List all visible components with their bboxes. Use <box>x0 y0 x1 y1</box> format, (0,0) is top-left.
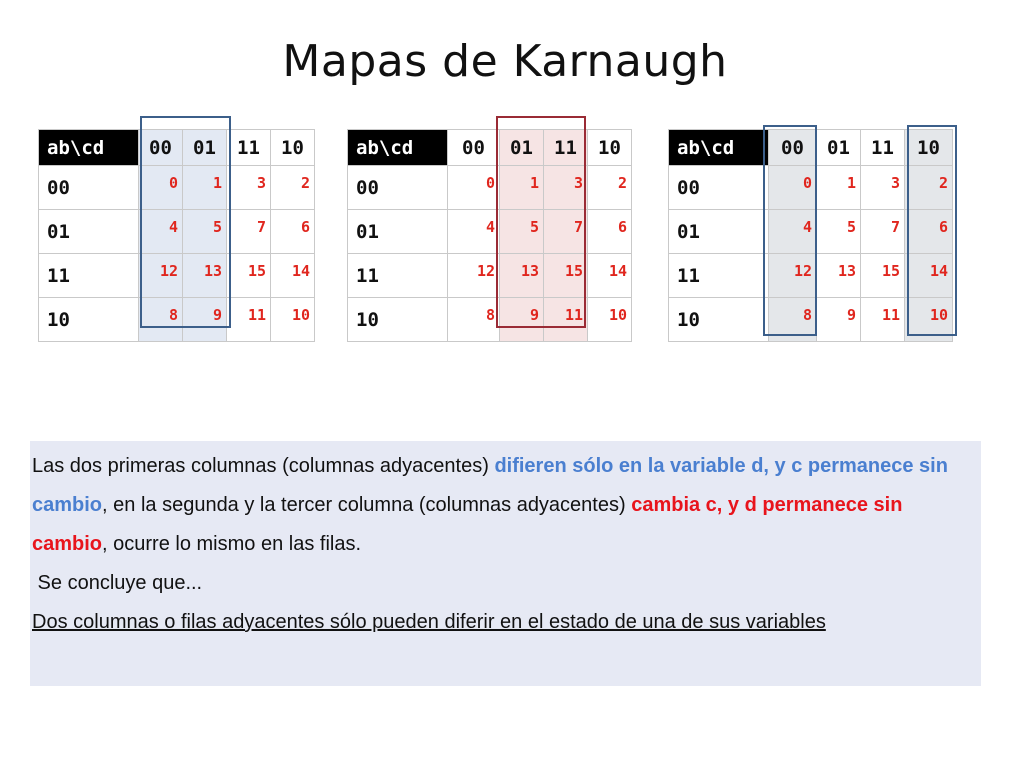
row-header: 11 <box>39 254 139 298</box>
row-header: 10 <box>39 298 139 342</box>
map-cell: 12 <box>139 254 183 298</box>
map-cell: 0 <box>139 166 183 210</box>
col-header: 10 <box>271 130 315 166</box>
group-frame <box>496 116 586 328</box>
col-header: 00 <box>769 130 817 166</box>
conclusion-intro: Se concluye que... <box>32 572 203 594</box>
map-cell: 3 <box>227 166 271 210</box>
map-cell: 12 <box>448 254 500 298</box>
map-cell: 10 <box>905 298 953 342</box>
map-cell: 14 <box>905 254 953 298</box>
map-cell: 0 <box>448 166 500 210</box>
conclusion-statement: Dos columnas o filas adyacentes sólo pueden diferir en el estado de una de sus variables <box>32 611 826 633</box>
map-cell: 9 <box>183 298 227 342</box>
map-cell: 3 <box>861 166 905 210</box>
row-header: 11 <box>348 254 448 298</box>
row-header: 01 <box>348 210 448 254</box>
map-cell: 5 <box>500 210 544 254</box>
map-cell: 10 <box>588 298 632 342</box>
group-frame <box>907 125 957 336</box>
row-header: 00 <box>348 166 448 210</box>
map-cell: 8 <box>769 298 817 342</box>
col-header: 01 <box>500 130 544 166</box>
map-cell: 11 <box>861 298 905 342</box>
map-cell: 10 <box>271 298 315 342</box>
map-cell: 1 <box>183 166 227 210</box>
map-cell: 2 <box>588 166 632 210</box>
map-cell: 13 <box>183 254 227 298</box>
map-cell: 3 <box>544 166 588 210</box>
col-header: 00 <box>448 130 500 166</box>
map-cell: 7 <box>861 210 905 254</box>
text-segment: , ocurre lo mismo en las filas. <box>102 533 362 555</box>
map-cell: 8 <box>448 298 500 342</box>
map-header: ab\cd <box>348 130 448 166</box>
row-header: 01 <box>39 210 139 254</box>
col-header: 10 <box>588 130 632 166</box>
map-cell: 11 <box>544 298 588 342</box>
row-header: 11 <box>669 254 769 298</box>
map-cell: 1 <box>500 166 544 210</box>
map-cell: 2 <box>905 166 953 210</box>
map-cell: 7 <box>544 210 588 254</box>
map-cell: 15 <box>544 254 588 298</box>
map-cell: 5 <box>817 210 861 254</box>
map-cell: 6 <box>271 210 315 254</box>
map-cell: 14 <box>271 254 315 298</box>
col-header: 10 <box>905 130 953 166</box>
map-cell: 1 <box>817 166 861 210</box>
highlight-blue: difieren sólo en la variable d, y c permanece sin cambio <box>32 455 948 516</box>
map-cell: 0 <box>769 166 817 210</box>
explanation-box <box>30 441 981 686</box>
map-cell: 15 <box>861 254 905 298</box>
map-cell: 6 <box>588 210 632 254</box>
map-cell: 14 <box>588 254 632 298</box>
col-header: 00 <box>139 130 183 166</box>
map-cell: 9 <box>817 298 861 342</box>
row-header: 00 <box>39 166 139 210</box>
map-cell: 13 <box>500 254 544 298</box>
col-header: 11 <box>861 130 905 166</box>
row-header: 00 <box>669 166 769 210</box>
map-cell: 9 <box>500 298 544 342</box>
map-cell: 4 <box>139 210 183 254</box>
map-cell: 4 <box>448 210 500 254</box>
row-header: 10 <box>348 298 448 342</box>
col-header: 01 <box>817 130 861 166</box>
map-cell: 13 <box>817 254 861 298</box>
group-frame <box>140 116 231 328</box>
map-cell: 12 <box>769 254 817 298</box>
row-header: 10 <box>669 298 769 342</box>
col-header: 11 <box>227 130 271 166</box>
group-frame <box>763 125 817 336</box>
map-cell: 6 <box>905 210 953 254</box>
text-segment: Las dos primeras columnas (columnas adyacentes) <box>32 455 495 477</box>
map-header: ab\cd <box>39 130 139 166</box>
page-title: Mapas de Karnaugh <box>282 36 728 87</box>
col-header: 11 <box>544 130 588 166</box>
map-cell: 8 <box>139 298 183 342</box>
map-cell: 5 <box>183 210 227 254</box>
highlight-red: cambia c, y d permanece sin cambio <box>32 494 903 555</box>
map-cell: 11 <box>227 298 271 342</box>
map-cell: 4 <box>769 210 817 254</box>
karnaugh-map-2 <box>347 129 632 342</box>
row-header: 01 <box>669 210 769 254</box>
col-header: 01 <box>183 130 227 166</box>
map-header: ab\cd <box>669 130 769 166</box>
text-segment: , en la segunda y la tercer columna (columnas adyacentes) <box>102 494 632 516</box>
map-cell: 7 <box>227 210 271 254</box>
explanation-paragraph <box>32 447 979 564</box>
map-cell: 15 <box>227 254 271 298</box>
map-cell: 2 <box>271 166 315 210</box>
